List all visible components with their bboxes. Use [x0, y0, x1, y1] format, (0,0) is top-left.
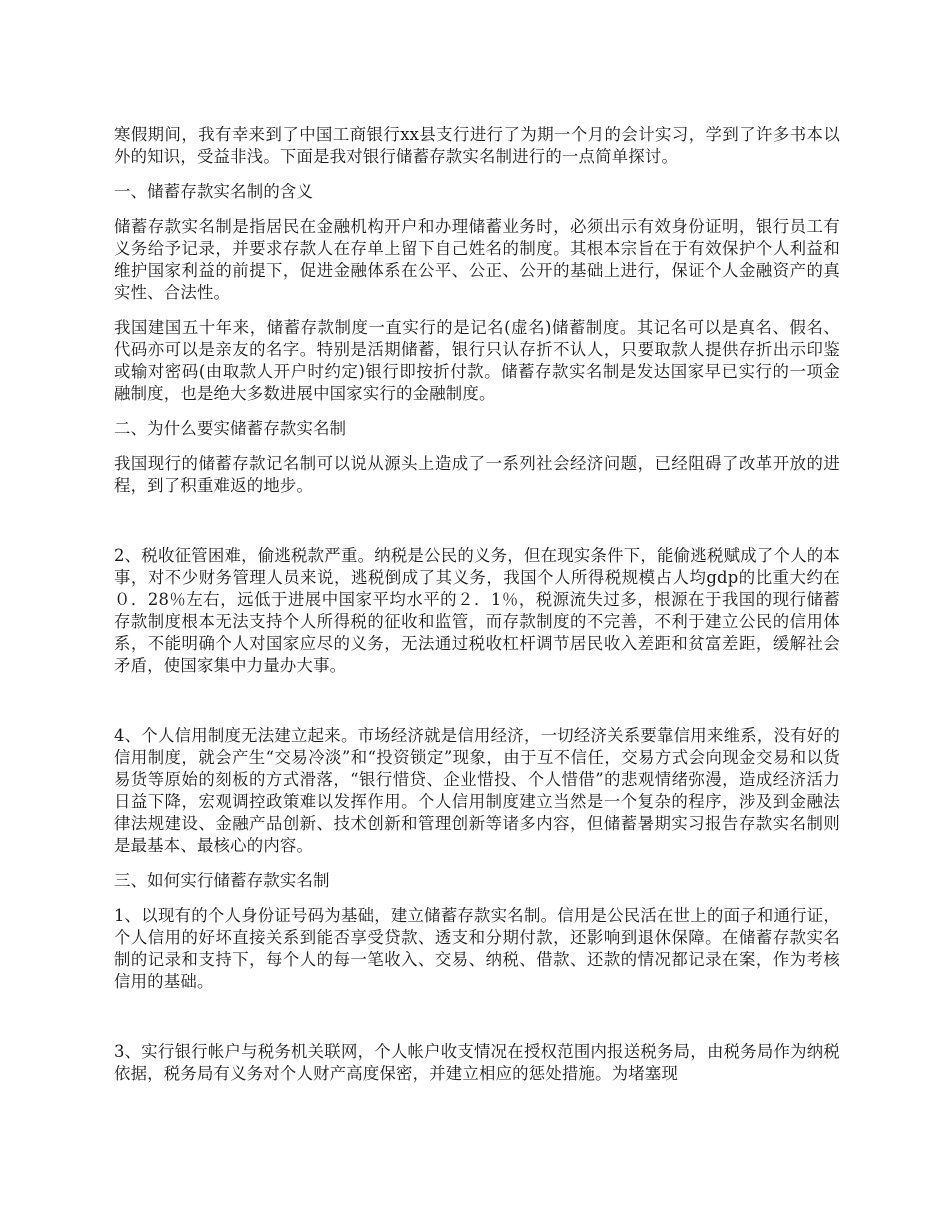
credit-paragraph: 4、个人信用制度无法建立起来。市场经济就是信用经济，一切经济关系要靠信用来维系，没有好的信用制度，就会产生“交易冷淡”和“投资锁定”现象，由于互不信任，交易方式会向现金交易和以货易货等原始的刻板的方式滑落，“银行惜贷、企业惜投、个人惜借”的悲观情绪弥漫，造成经济活力日益下降，宏观调控政策难以发挥作用。个人信用制度建立当然是一个复杂的程序，涉及到金融法律法规建设、金融产品创新、技术创新和管理创新等诸多内容，但储蓄暑期实习报告存款实名制则是最基本、最核心的内容。	[114, 726, 840, 855]
section-heading-3: 三、如何实行储蓄存款实名制	[114, 871, 330, 890]
intro-paragraph: 寒假期间，我有幸来到了中国工商银行xx县支行进行了为期一个月的会计实习，学到了许多书本以外的知识，受益非浅。下面是我对银行储蓄存款实名制进行的一点简单探讨。	[114, 125, 840, 166]
blank-gap	[114, 690, 840, 725]
blank-gap	[114, 510, 840, 545]
section-heading-1: 一、储蓄存款实名制的含义	[114, 182, 314, 201]
history-paragraph: 我国建国五十年来，储蓄存款制度一直实行的是记名(虚名)储蓄制度。其记名可以是真名、假名、代码亦可以是亲友的名字。特别是活期储蓄，银行只认存折不认人，只要取款人提供存折出示印鉴或输对密码(由取款人开户时约定)银行即按折付款。储蓄存款实名制是发达国家早已实行的一项金融制度，也是绝大多数进展中国家实行的金融制度。	[114, 318, 840, 403]
document-body	[114, 124, 840, 1098]
problem-paragraph: 我国现行的储蓄存款记名制可以说从源头上造成了一系列社会经济问题，已经阻碍了改革开放的进程，到了积重难返的地步。	[114, 454, 840, 495]
tax-paragraph: 2、税收征管困难，偷逃税款严重。纳税是公民的义务，但在现实条件下，能偷逃税赋成了个人的本事，对不少财务管理人员来说，逃税倒成了其义务，我国个人所得税规模占人均gdp的比重大约在０．28％左右，远低于进展中国家平均水平的２．1％，税源流失过多，根源在于我国的现行储蓄存款制度根本无法支持个人所得税的征收和监管，而存款制度的不完善，不利于建立公民的信用体系，不能明确个人对国家应尽的义务，无法通过税收杠杆调节居民收入差距和贫富差距，缓解社会矛盾，使国家集中力量办大事。	[114, 546, 840, 675]
section-heading-2: 二、为什么要实储蓄存款实名制	[114, 419, 347, 438]
blank-gap	[114, 1006, 840, 1041]
definition-paragraph: 储蓄存款实名制是指居民在金融机构开户和办理储蓄业务时，必须出示有效身份证明，银行员工有义务给予记录，并要求存款人在存单上留下自己姓名的制度。其根本宗旨在于有效保护个人利益和维护国家利益的前提下，促进金融体系在公平、公正、公开的基础上进行，保证个人金融资产的真实性、合法性。	[114, 217, 840, 302]
id-number-paragraph: 1、以现有的个人身份证号码为基础，建立储蓄存款实名制。信用是公民活在世上的面子和通行证，个人信用的好坏直接关系到能否享受贷款、透支和分期付款，还影响到退休保障。在储蓄存款实名制的记录和支持下，每个人的每一笔收入、交易、纳税、借款、还款的情况都记录在案，作为考核信用的基础。	[114, 906, 840, 991]
tax-network-paragraph: 3、实行银行帐户与税务机关联网，个人帐户收支情况在授权范围内报送税务局，由税务局作为纳税依据，税务局有义务对个人财产高度保密，并建立相应的惩处措施。为堵塞现	[114, 1042, 840, 1083]
